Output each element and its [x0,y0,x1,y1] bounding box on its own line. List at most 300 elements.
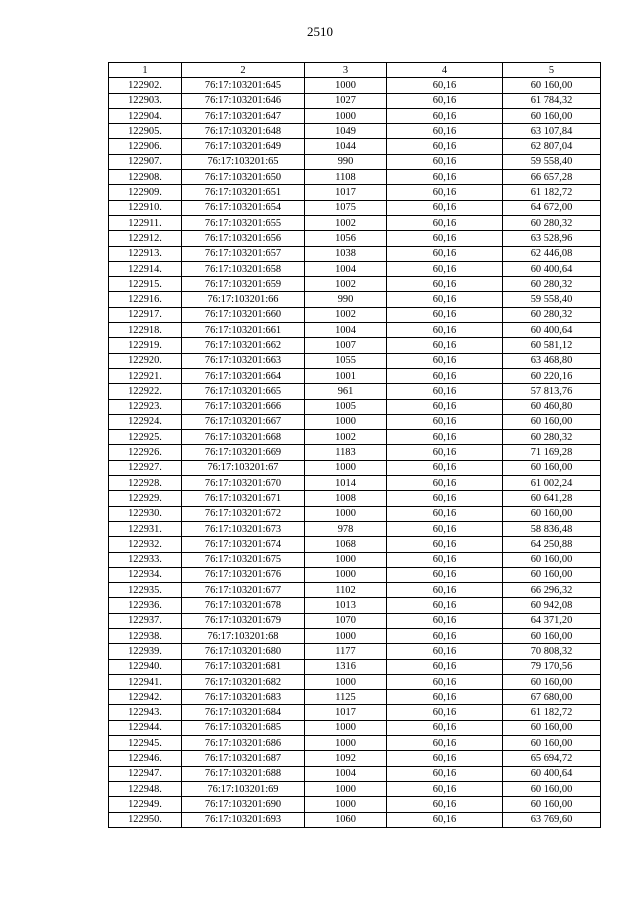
cadastral-number-cell: 76:17:103201:666 [182,399,305,414]
amount-cell: 61 182,72 [503,185,601,200]
cadastral-number-cell: 76:17:103201:654 [182,200,305,215]
rate-cell: 60,16 [387,445,503,460]
area-cell: 1000 [305,781,387,796]
amount-cell: 60 160,00 [503,460,601,475]
rate-cell: 60,16 [387,567,503,582]
column-header-1: 1 [109,63,182,78]
amount-cell: 60 160,00 [503,78,601,93]
area-cell: 1075 [305,200,387,215]
rate-cell: 60,16 [387,583,503,598]
area-cell: 1000 [305,108,387,123]
column-header-5: 5 [503,63,601,78]
row-number-cell: 122944. [109,720,182,735]
rate-cell: 60,16 [387,261,503,276]
table-row [109,567,601,582]
table-row [109,154,601,169]
amount-cell: 60 160,00 [503,552,601,567]
amount-cell: 66 657,28 [503,170,601,185]
cadastral-number-cell: 76:17:103201:658 [182,261,305,276]
rate-cell: 60,16 [387,292,503,307]
rate-cell: 60,16 [387,353,503,368]
rate-cell: 60,16 [387,491,503,506]
amount-cell: 60 160,00 [503,567,601,582]
table-row [109,506,601,521]
row-number-cell: 122920. [109,353,182,368]
amount-cell: 60 581,12 [503,338,601,353]
area-cell: 1027 [305,93,387,108]
cadastral-number-cell: 76:17:103201:672 [182,506,305,521]
area-cell: 990 [305,292,387,307]
area-cell: 1056 [305,231,387,246]
area-cell: 1002 [305,307,387,322]
rate-cell: 60,16 [387,476,503,491]
cadastral-number-cell: 76:17:103201:685 [182,720,305,735]
row-number-cell: 122949. [109,797,182,812]
row-number-cell: 122948. [109,781,182,796]
rate-cell: 60,16 [387,644,503,659]
rate-cell: 60,16 [387,78,503,93]
amount-cell: 60 280,32 [503,215,601,230]
rate-cell: 60,16 [387,598,503,613]
area-cell: 1055 [305,353,387,368]
table-row [109,812,601,827]
row-number-cell: 122911. [109,215,182,230]
area-cell: 1049 [305,124,387,139]
amount-cell: 64 371,20 [503,613,601,628]
table-row [109,476,601,491]
row-number-cell: 122927. [109,460,182,475]
amount-cell: 70 808,32 [503,644,601,659]
rate-cell: 60,16 [387,200,503,215]
rate-cell: 60,16 [387,170,503,185]
area-cell: 1008 [305,491,387,506]
table-row [109,797,601,812]
area-cell: 1004 [305,323,387,338]
area-cell: 1004 [305,261,387,276]
amount-cell: 60 942,08 [503,598,601,613]
table-row [109,93,601,108]
table-row [109,690,601,705]
amount-cell: 64 672,00 [503,200,601,215]
page-number: 2510 [307,24,333,39]
cadastral-number-cell: 76:17:103201:675 [182,552,305,567]
table-header-row [109,63,601,78]
area-cell: 1007 [305,338,387,353]
row-number-cell: 122935. [109,583,182,598]
row-number-cell: 122938. [109,628,182,643]
rate-cell: 60,16 [387,812,503,827]
cadastral-number-cell: 76:17:103201:674 [182,537,305,552]
table-row [109,323,601,338]
row-number-cell: 122908. [109,170,182,185]
cadastral-number-cell: 76:17:103201:667 [182,414,305,429]
area-cell: 1000 [305,506,387,521]
amount-cell: 60 160,00 [503,674,601,689]
amount-cell: 62 807,04 [503,139,601,154]
table-row [109,215,601,230]
table-row [109,384,601,399]
amount-cell: 66 296,32 [503,583,601,598]
row-number-cell: 122943. [109,705,182,720]
area-cell: 978 [305,521,387,536]
cadastral-number-cell: 76:17:103201:680 [182,644,305,659]
cadastral-number-cell: 76:17:103201:665 [182,384,305,399]
rate-cell: 60,16 [387,781,503,796]
row-number-cell: 122928. [109,476,182,491]
table-row [109,491,601,506]
amount-cell: 60 160,00 [503,720,601,735]
table-row [109,521,601,536]
area-cell: 1038 [305,246,387,261]
cadastral-number-cell: 76:17:103201:693 [182,812,305,827]
area-cell: 1102 [305,583,387,598]
cadastral-number-cell: 76:17:103201:684 [182,705,305,720]
amount-cell: 58 836,48 [503,521,601,536]
row-number-cell: 122939. [109,644,182,659]
table-row [109,353,601,368]
amount-cell: 60 160,00 [503,781,601,796]
cadastral-number-cell: 76:17:103201:673 [182,521,305,536]
rate-cell: 60,16 [387,506,503,521]
amount-cell: 67 680,00 [503,690,601,705]
cadastral-number-cell: 76:17:103201:66 [182,292,305,307]
cadastral-number-cell: 76:17:103201:671 [182,491,305,506]
cadastral-number-cell: 76:17:103201:67 [182,460,305,475]
area-cell: 1000 [305,628,387,643]
table-row [109,185,601,200]
cadastral-number-cell: 76:17:103201:68 [182,628,305,643]
table-row [109,292,601,307]
cadastral-number-cell: 76:17:103201:649 [182,139,305,154]
area-cell: 1000 [305,720,387,735]
cadastral-number-cell: 76:17:103201:660 [182,307,305,322]
rate-cell: 60,16 [387,414,503,429]
row-number-cell: 122947. [109,766,182,781]
table-row [109,445,601,460]
table-row [109,231,601,246]
amount-cell: 57 813,76 [503,384,601,399]
rate-cell: 60,16 [387,537,503,552]
table-row [109,277,601,292]
table-row [109,781,601,796]
table-row [109,307,601,322]
cadastral-number-cell: 76:17:103201:662 [182,338,305,353]
table-row [109,720,601,735]
area-cell: 1070 [305,613,387,628]
amount-cell: 60 280,32 [503,277,601,292]
row-number-cell: 122912. [109,231,182,246]
rate-cell: 60,16 [387,736,503,751]
table-row [109,644,601,659]
row-number-cell: 122923. [109,399,182,414]
row-number-cell: 122907. [109,154,182,169]
cadastral-number-cell: 76:17:103201:645 [182,78,305,93]
table-row [109,78,601,93]
area-cell: 1316 [305,659,387,674]
row-number-cell: 122942. [109,690,182,705]
row-number-cell: 122913. [109,246,182,261]
table-row [109,613,601,628]
row-number-cell: 122933. [109,552,182,567]
cadastral-number-cell: 76:17:103201:682 [182,674,305,689]
area-cell: 1060 [305,812,387,827]
column-header-3: 3 [305,63,387,78]
area-cell: 1017 [305,185,387,200]
row-number-cell: 122922. [109,384,182,399]
row-number-cell: 122921. [109,368,182,383]
table-row [109,139,601,154]
amount-cell: 59 558,40 [503,154,601,169]
rate-cell: 60,16 [387,674,503,689]
cadastral-number-cell: 76:17:103201:670 [182,476,305,491]
table-row [109,430,601,445]
area-cell: 1000 [305,78,387,93]
amount-cell: 63 769,60 [503,812,601,827]
area-cell: 990 [305,154,387,169]
amount-cell: 60 280,32 [503,430,601,445]
row-number-cell: 122915. [109,277,182,292]
rate-cell: 60,16 [387,246,503,261]
area-cell: 1001 [305,368,387,383]
area-cell: 1108 [305,170,387,185]
area-cell: 1044 [305,139,387,154]
area-cell: 1000 [305,414,387,429]
rate-cell: 60,16 [387,659,503,674]
area-cell: 1000 [305,552,387,567]
area-cell: 1068 [305,537,387,552]
amount-cell: 60 400,64 [503,323,601,338]
cadastral-number-cell: 76:17:103201:65 [182,154,305,169]
table-row [109,736,601,751]
table-row [109,414,601,429]
cadastral-number-cell: 76:17:103201:686 [182,736,305,751]
table-row [109,766,601,781]
row-number-cell: 122906. [109,139,182,154]
area-cell: 1002 [305,277,387,292]
row-number-cell: 122910. [109,200,182,215]
rate-cell: 60,16 [387,460,503,475]
rate-cell: 60,16 [387,384,503,399]
table-row [109,246,601,261]
area-cell: 1000 [305,797,387,812]
row-number-cell: 122941. [109,674,182,689]
row-number-cell: 122902. [109,78,182,93]
amount-cell: 60 280,32 [503,307,601,322]
rate-cell: 60,16 [387,552,503,567]
rate-cell: 60,16 [387,705,503,720]
area-cell: 1005 [305,399,387,414]
area-cell: 1002 [305,430,387,445]
cadastral-number-cell: 76:17:103201:668 [182,430,305,445]
rate-cell: 60,16 [387,720,503,735]
cadastral-number-cell: 76:17:103201:681 [182,659,305,674]
cadastral-number-cell: 76:17:103201:648 [182,124,305,139]
row-number-cell: 122934. [109,567,182,582]
rate-cell: 60,16 [387,368,503,383]
cadastral-number-cell: 76:17:103201:659 [182,277,305,292]
rate-cell: 60,16 [387,797,503,812]
amount-cell: 60 160,00 [503,628,601,643]
table-row [109,705,601,720]
area-cell: 1004 [305,766,387,781]
rate-cell: 60,16 [387,307,503,322]
area-cell: 1092 [305,751,387,766]
amount-cell: 71 169,28 [503,445,601,460]
amount-cell: 61 002,24 [503,476,601,491]
cadastral-number-cell: 76:17:103201:687 [182,751,305,766]
table-row [109,628,601,643]
rate-cell: 60,16 [387,108,503,123]
row-number-cell: 122950. [109,812,182,827]
row-number-cell: 122940. [109,659,182,674]
row-number-cell: 122936. [109,598,182,613]
amount-cell: 60 160,00 [503,736,601,751]
rate-cell: 60,16 [387,323,503,338]
amount-cell: 61 182,72 [503,705,601,720]
rate-cell: 60,16 [387,124,503,139]
cadastral-number-cell: 76:17:103201:650 [182,170,305,185]
row-number-cell: 122918. [109,323,182,338]
area-cell: 1017 [305,705,387,720]
table-row [109,368,601,383]
amount-cell: 63 528,96 [503,231,601,246]
amount-cell: 79 170,56 [503,659,601,674]
cadastral-number-cell: 76:17:103201:688 [182,766,305,781]
row-number-cell: 122904. [109,108,182,123]
row-number-cell: 122925. [109,430,182,445]
table-row [109,674,601,689]
row-number-cell: 122903. [109,93,182,108]
row-number-cell: 122924. [109,414,182,429]
row-number-cell: 122930. [109,506,182,521]
amount-cell: 60 220,16 [503,368,601,383]
amount-cell: 60 160,00 [503,108,601,123]
row-number-cell: 122905. [109,124,182,139]
rate-cell: 60,16 [387,185,503,200]
amount-cell: 60 400,64 [503,766,601,781]
cadastral-number-cell: 76:17:103201:661 [182,323,305,338]
rate-cell: 60,16 [387,628,503,643]
rate-cell: 60,16 [387,613,503,628]
amount-cell: 63 468,80 [503,353,601,368]
cadastral-number-cell: 76:17:103201:679 [182,613,305,628]
amount-cell: 60 460,80 [503,399,601,414]
cadastral-number-cell: 76:17:103201:664 [182,368,305,383]
row-number-cell: 122916. [109,292,182,307]
cadastral-number-cell: 76:17:103201:657 [182,246,305,261]
rate-cell: 60,16 [387,521,503,536]
table-row [109,659,601,674]
column-header-4: 4 [387,63,503,78]
cadastral-number-cell: 76:17:103201:690 [182,797,305,812]
area-cell: 1013 [305,598,387,613]
table-row [109,261,601,276]
cadastral-number-cell: 76:17:103201:647 [182,108,305,123]
amount-cell: 60 160,00 [503,506,601,521]
rate-cell: 60,16 [387,231,503,246]
rate-cell: 60,16 [387,399,503,414]
cadastral-number-cell: 76:17:103201:651 [182,185,305,200]
table-body [109,78,601,828]
amount-cell: 60 160,00 [503,414,601,429]
rate-cell: 60,16 [387,154,503,169]
row-number-cell: 122919. [109,338,182,353]
area-cell: 1000 [305,460,387,475]
area-cell: 1000 [305,674,387,689]
table-row [109,108,601,123]
cadastral-number-cell: 76:17:103201:678 [182,598,305,613]
table-row [109,399,601,414]
rate-cell: 60,16 [387,430,503,445]
amount-cell: 62 446,08 [503,246,601,261]
amount-cell: 64 250,88 [503,537,601,552]
area-cell: 1125 [305,690,387,705]
data-table [108,62,601,828]
amount-cell: 60 400,64 [503,261,601,276]
table-row [109,170,601,185]
row-number-cell: 122917. [109,307,182,322]
rate-cell: 60,16 [387,93,503,108]
cadastral-number-cell: 76:17:103201:683 [182,690,305,705]
row-number-cell: 122937. [109,613,182,628]
row-number-cell: 122931. [109,521,182,536]
table-row [109,552,601,567]
area-cell: 1000 [305,567,387,582]
row-number-cell: 122914. [109,261,182,276]
cadastral-number-cell: 76:17:103201:655 [182,215,305,230]
table-header [109,63,601,78]
rate-cell: 60,16 [387,277,503,292]
cadastral-number-cell: 76:17:103201:677 [182,583,305,598]
table-row [109,200,601,215]
area-cell: 1000 [305,736,387,751]
table-row [109,124,601,139]
row-number-cell: 122909. [109,185,182,200]
row-number-cell: 122946. [109,751,182,766]
rate-cell: 60,16 [387,338,503,353]
amount-cell: 65 694,72 [503,751,601,766]
rate-cell: 60,16 [387,751,503,766]
amount-cell: 61 784,32 [503,93,601,108]
table-row [109,583,601,598]
area-cell: 1002 [305,215,387,230]
amount-cell: 59 558,40 [503,292,601,307]
area-cell: 1183 [305,445,387,460]
cadastral-number-cell: 76:17:103201:646 [182,93,305,108]
table-row [109,338,601,353]
rate-cell: 60,16 [387,215,503,230]
table-row [109,751,601,766]
area-cell: 1177 [305,644,387,659]
rate-cell: 60,16 [387,766,503,781]
row-number-cell: 122932. [109,537,182,552]
row-number-cell: 122929. [109,491,182,506]
amount-cell: 60 641,28 [503,491,601,506]
area-cell: 961 [305,384,387,399]
column-header-2: 2 [182,63,305,78]
rate-cell: 60,16 [387,690,503,705]
row-number-cell: 122945. [109,736,182,751]
cadastral-number-cell: 76:17:103201:69 [182,781,305,796]
row-number-cell: 122926. [109,445,182,460]
table-row [109,598,601,613]
rate-cell: 60,16 [387,139,503,154]
amount-cell: 63 107,84 [503,124,601,139]
cadastral-number-cell: 76:17:103201:676 [182,567,305,582]
amount-cell: 60 160,00 [503,797,601,812]
table-row [109,460,601,475]
table-row [109,537,601,552]
